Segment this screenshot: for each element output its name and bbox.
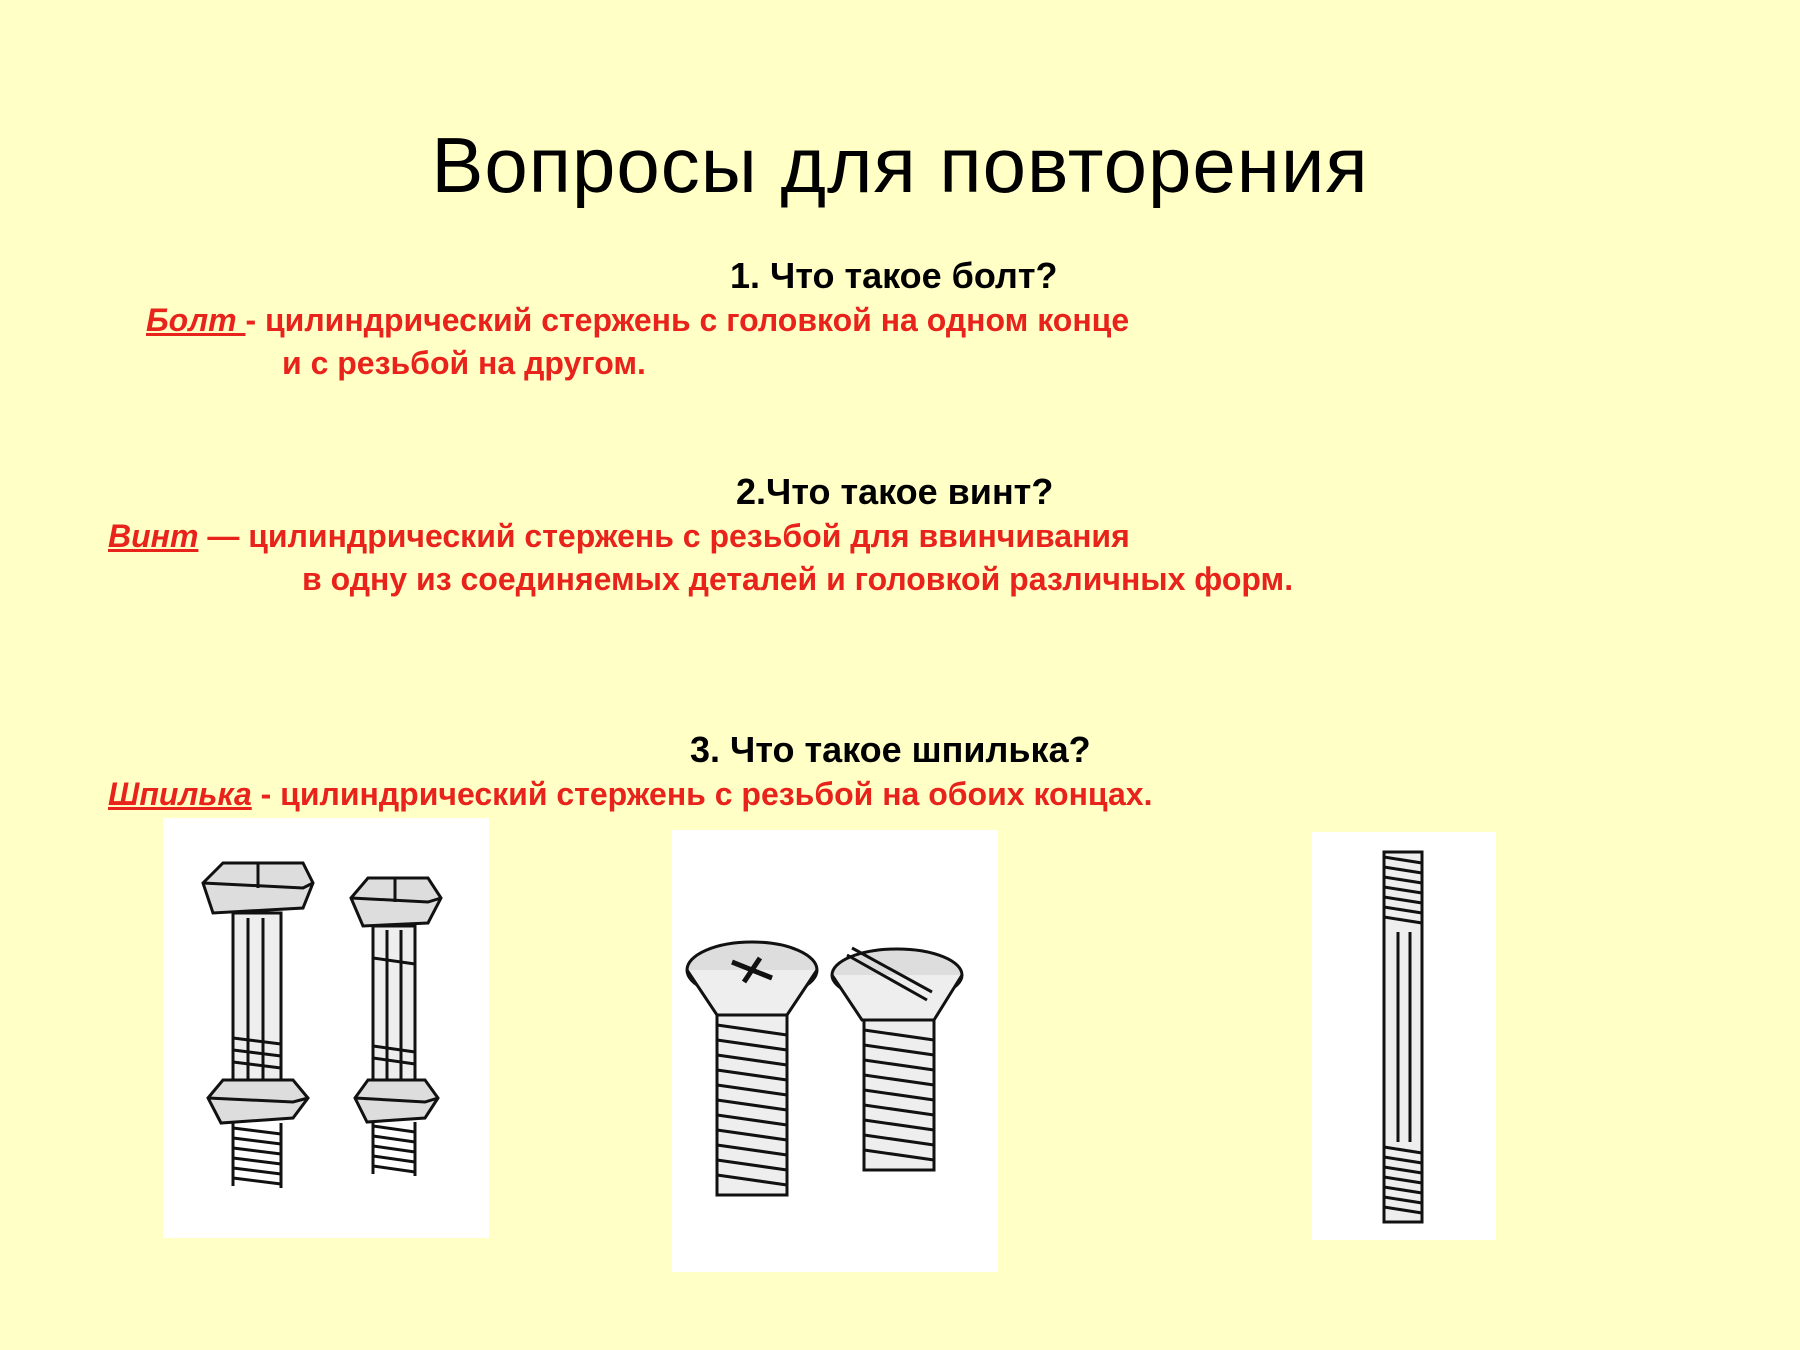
question-screw: 2.Что такое винт? — [736, 471, 1054, 512]
screws-illustration — [672, 830, 998, 1272]
question-stud: 3. Что такое шпилька? — [690, 729, 1091, 770]
answer-screw-line2: в одну из соединяемых деталей и головкой различных форм. — [302, 561, 1294, 597]
question-bolt: 1. Что такое болт? — [730, 255, 1058, 296]
term-screw: Винт — [108, 518, 199, 554]
bolt-icon — [163, 818, 489, 1238]
page-title: Вопросы для повторения — [431, 121, 1369, 209]
answer-stud-line1: Шпилька - цилиндрический стержень с резьбой на обоих концах. — [108, 776, 1153, 812]
term-stud: Шпилька — [108, 776, 252, 812]
answer-bolt-line1: Болт - цилиндрический стержень с головкой на одном конце — [146, 302, 1130, 338]
answer-bolt-line2: и с резьбой на другом. — [282, 345, 646, 381]
screw-icon — [672, 830, 998, 1272]
stud-illustration — [1312, 832, 1496, 1240]
term-bolt: Болт — [146, 302, 246, 338]
stud-icon — [1312, 832, 1496, 1240]
bolts-illustration — [163, 818, 489, 1238]
answer-screw-line1: Винт — цилиндрический стержень с резьбой для ввинчивания — [108, 518, 1130, 554]
